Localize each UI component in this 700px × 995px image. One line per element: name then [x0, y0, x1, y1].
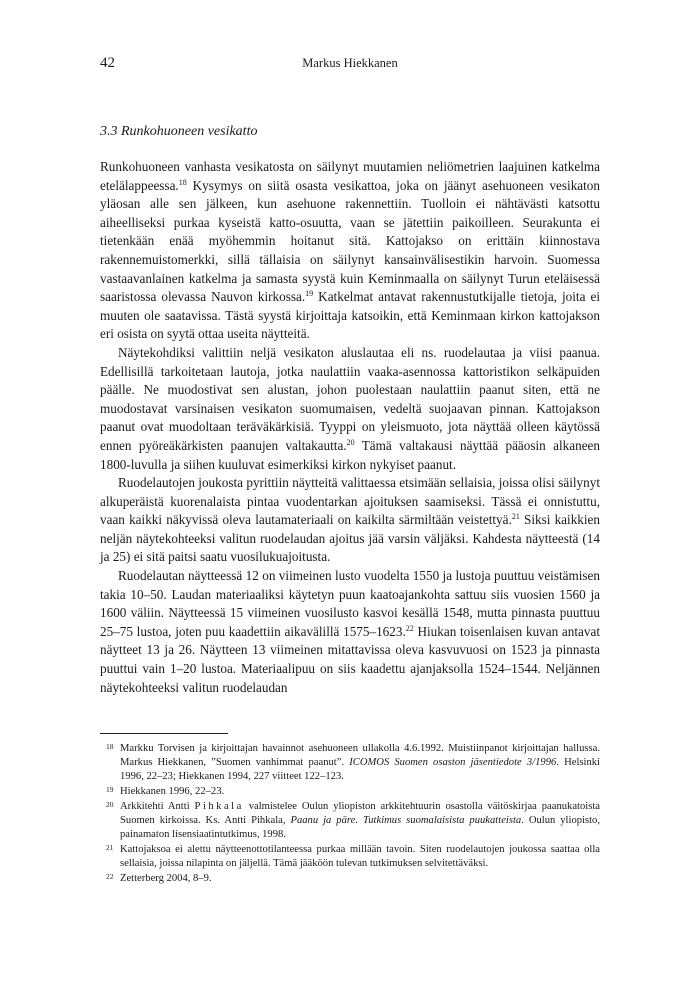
text-run: Näytekohdiksi valittiin neljä vesikaton aluslautaa eli ns. ruodelautaa ja viisi paanua. Edellisillä tarkoitetaan lautoja, jotka naulattiin vaaka-asennossa kattoristikon selkäpuiden päälle. Ne muodostivat sen alustan, johon puolestaan naulattiin paanut siten, että ne muodostavat varsinaisen vesikaton suomumaisen, vedeltä suojaavan pinnan. Kattojakson paanut ovat muodoltaan teräväkärkisiä. Tyyppi on yleismuoto, jota näyttää olleen käytössä ennen pyöreäkärkisten paanujen valtakautta. — [100, 344, 600, 453]
footnote — [100, 800, 600, 842]
text-run: Kysymys on siitä osasta vesikattoa, joka on jäänyt asehuoneen vesikaton yläosan alle sen jälkeen, kun asehuone rakennettiin. Tuolloin ei nähtävästi katsottu aiheelliseksi purkaa kyseistä katto-osuutta, vaan se jätettiin paikoilleen. Seurakunta ei tietenkään enää myöhemmin hoitanut sitä. Kattojakso on erittäin kiinnostava rakennemuistomerkki, sillä tällaisia on säilynyt kansainvälisestikin harvoin. Suomessa vastaavanlainen katkelma ja samasta syystä kuin Keminmaalla on säilynyt Turun eteläisessä saaristossa olevassa Nauvon kirkossa. — [100, 177, 600, 305]
italic-title: Paanu ja päre. Tutkimus suomalaisista puukatteista — [290, 815, 522, 826]
page-number: 42 — [100, 55, 115, 71]
text-run: Siksi kaikkien neljän näytekohteeksi valitun ruodelaudan ajoitus jää varsin väljäksi. Kahdesta näytteestä (14 ja 25) ei sitä paitsi saatu vuosilukuajoitusta. — [100, 512, 600, 565]
footnote-ref: 18 — [178, 177, 187, 187]
footnote-number: 19 — [106, 785, 114, 794]
text-run: Arkkitehti Antti — [120, 801, 195, 812]
footnote — [100, 785, 600, 799]
footnote — [100, 843, 600, 871]
text-run: Tämä valtakausi näyttää pääosin alkaneen 1800-luvulla ja siihen kuuluvat esimerkiksi kirkon nykyiset paanut. — [100, 437, 600, 472]
spaced-surname: Pihkala — [194, 801, 244, 812]
text-run: Kattojaksoa ei alettu näytteenottotilanteessa purkaa millään tavoin. Siten ruodelautojen joukossa saattaa olla sellaisia, joissa nilapinta on jäljellä. Tämä jääköön tulevan tutkimuksen selvitettäväksi. — [120, 844, 600, 869]
text-run: valmistelee Oulun yliopiston arkkitehtuurin osastolla väitöskirjaa paanukatoista Suomen kirkoissa. Ks. Antti Pihkala, — [120, 801, 600, 826]
text-run: Katkelmat antavat rakennustutkijalle tietoja, joita ei muuten ole saatavissa. Tästä syystä kirjoittaja katsoikin, että Keminmaan kirkon kattojakson eri osista on syytä ottaa useita näytteitä. — [100, 289, 600, 342]
text-run: Hiukan toisenlaisen kuvan antavat näytteet 13 ja 26. Näytteen 13 viimeinen mitattavissa oleva kasvuvuosi on 1523 ja pinnasta puuttui vain 1–20 lustoa. Materiaalipuu on siis kaadettu ajanjaksolla 1524–1544. Neljännen näytekohteeksi valitun ruodelaudan — [100, 623, 600, 695]
footnote-ref: 22 — [405, 623, 414, 633]
footnote-ref: 20 — [346, 437, 355, 447]
text-run: Hiekkanen 1996, 22–23. — [120, 786, 225, 797]
footnote — [100, 872, 600, 886]
footnote-ref: 19 — [305, 289, 314, 299]
footnote-number: 18 — [106, 742, 114, 751]
page-header — [100, 55, 600, 75]
text-run: Runkohuoneen vanhasta vesikatosta on säilynyt muutamien neliömetrien laajuinen katkelma etelälappeessa. — [100, 159, 600, 193]
footnote-number: 21 — [106, 843, 114, 852]
body-text — [100, 158, 600, 697]
footnote-divider — [100, 733, 228, 734]
paragraph — [100, 344, 600, 474]
text-run: Ruodelautan näytteessä 12 on viimeinen lusto vuodelta 1550 ja lustoja puuttuu veistämisen takia 10–50. Laudan materiaaliksi käytetyn puun kaatoajankohta sattuu siis vuosien 1560 ja 1600 väliin. Näytteessä 15 viimeinen vuosilusto kasvoi kesällä 1548, mutta pinnasta puuttuu 25–75 lustoa, joten puu kaadettiin aikavälillä 1575–1623. — [100, 568, 600, 639]
section-title: 3.3 Runkohuoneen vesikatto — [100, 124, 258, 139]
running-head: Markus Hiekkanen — [302, 56, 398, 70]
italic-title: ICOMOS Suomen osaston jäsentiedote 3/1996 — [349, 757, 557, 768]
text-run: Ruodelautojen joukosta pyrittiin näytteitä valittaessa etsimään sellaisia, joissa olisi säilynyt alkuperäistä kuorenalaista pintaa vuodentarkan ajoituksen saamiseksi. Tässä ei onnistuttu, vaan kaikki näkyvissä oleva lautamateriaali on kaikilta särmiltään veistettyä. — [100, 475, 600, 528]
footnote-number: 20 — [106, 800, 114, 809]
footnote — [100, 742, 600, 784]
text-run: Markku Torvisen ja kirjoittajan havainnot asehuoneen ullakolla 4.6.1992. Muistiinpanot kirjoittajan hallussa. Markus Hiekkanen, ”Suomen vanhimmat paanut”. — [120, 743, 600, 768]
paragraph — [100, 474, 600, 567]
text-run: . Helsinki 1996, 22–23; Hiekkanen 1994, 227 viitteet 122–123. — [120, 757, 600, 782]
text-run: . Oulun yliopisto, painamaton lisensiaatintutkimus, 1998. — [120, 815, 600, 840]
footnotes — [100, 742, 600, 887]
footnote-ref: 21 — [511, 512, 520, 522]
paragraph — [100, 158, 600, 344]
text-run: Zetterberg 2004, 8–9. — [120, 873, 212, 884]
footnote-number: 22 — [106, 872, 114, 881]
paragraph — [100, 567, 600, 697]
